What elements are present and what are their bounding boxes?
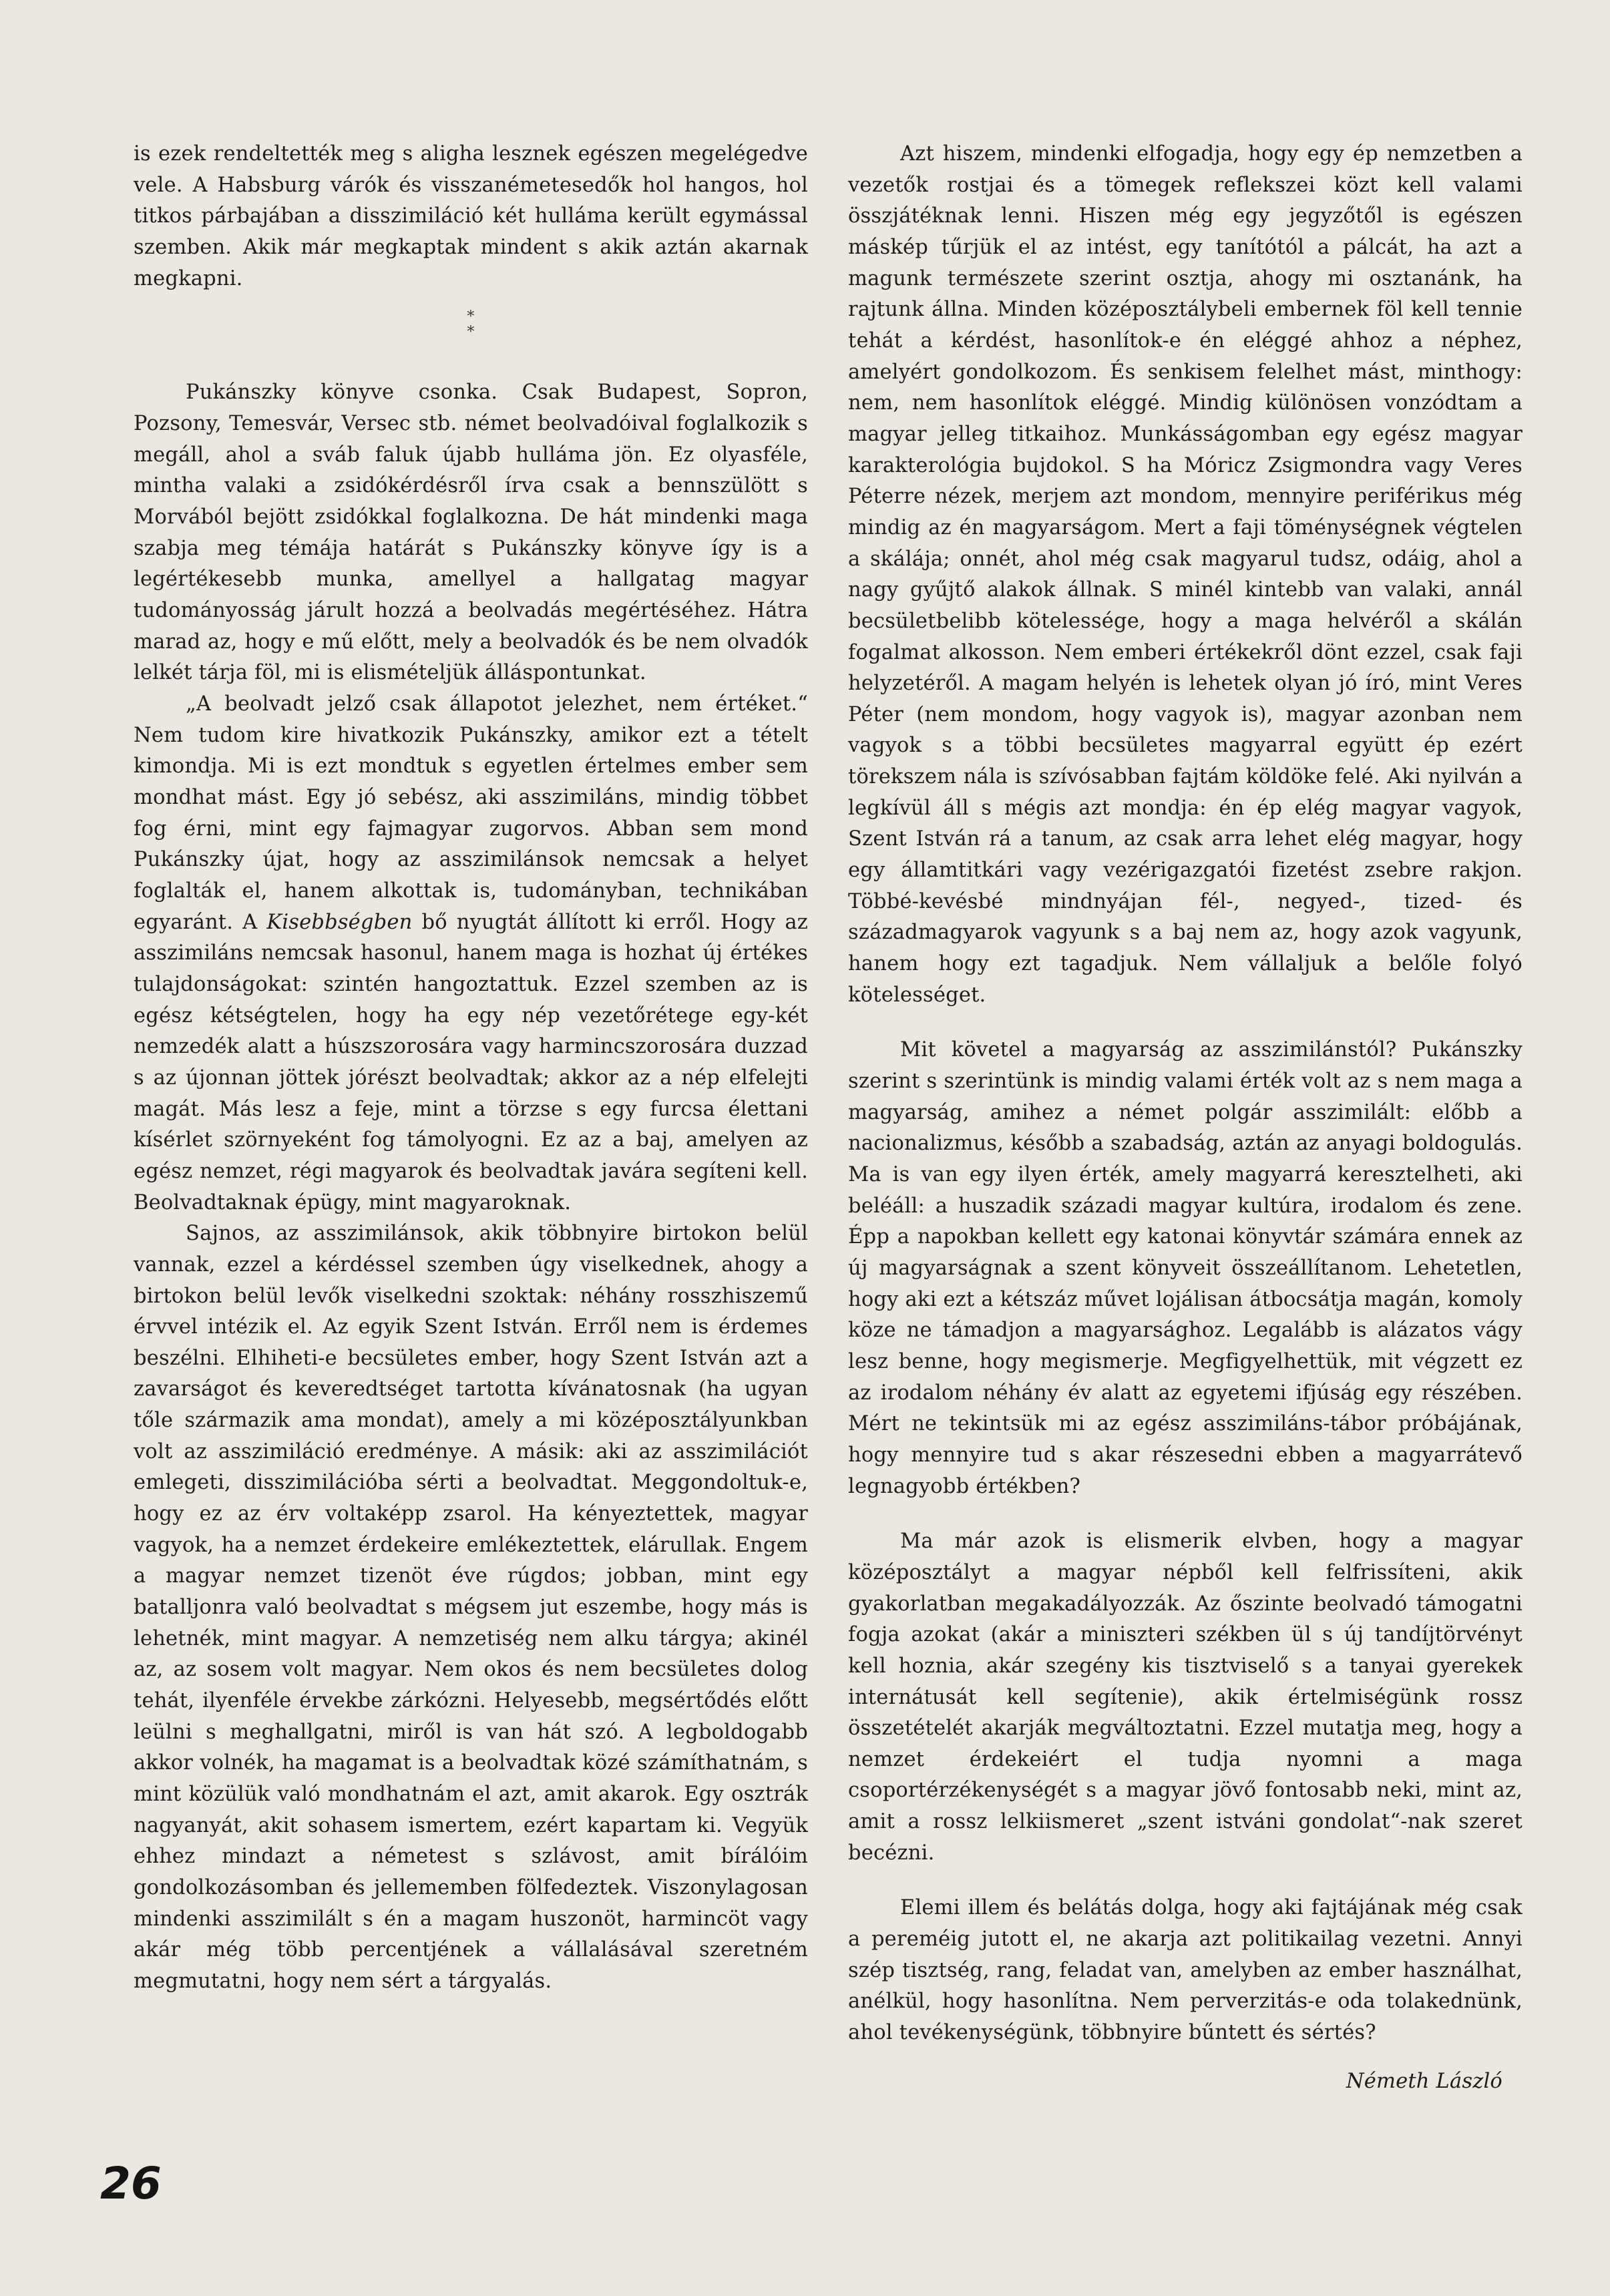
paragraph: Elemi illem és belátás dolga, hogy aki fajtájának még csak a pereméig jutott el, ne akarja azt politikailag vezetni. Annyi szép tisztség, rang, feladat van, amelyben az ember használhat, anélkül, hogy hasonlítna. Nem perverzitás-e oda tolakednünk, ahol tevékenységünk, többnyire bűntett és sértés? [848, 1896, 1523, 2045]
paragraph [134, 689, 808, 1218]
paragraph-text: „A beolvadt jelző csak állapotot jelezhet, nem értéket.“ Nem tudom kire hivatkozik Pukánszky, amikor ezt a tételt kimondja. Mi is ezt mondtuk s egyetlen értelmes ember sem mondhat mást. Egy jó sebész, aki asszimiláns, mindig többet fog érni, mint egy fajmagyar zugorvos. Abban sem mond Pukánszky újat, hogy az asszimilánsok nemcsak a helyet foglalták el, hanem alkottak is, tudományban, technikában egyaránt. A [134, 692, 808, 934]
paragraph: is ezek rendeltették meg s aligha lesznek egészen megelégedve vele. A Habsburg várók és visszanémetesedők hol hangos, hol titkos párbajában a disszimiláció két hulláma került egymással szemben. Akik már megkaptak mindent s akik aztán akarnak megkapni. [134, 142, 808, 290]
page-number: 26 [100, 2158, 162, 2209]
divider-star: * [467, 324, 475, 341]
divider-star: * [467, 308, 475, 326]
paragraph-text: bő nyugtát állított ki erről. Hogy az asszimiláns nemcsak hasonul, hanem maga is hozhat új értékes tulajdonságokat: szintén hangoztattuk. Ezzel szemben az is egész kétségtelen, hogy ha egy nép vezetőrétege egy-két nemzedék alatt a húszszorosára vagy harmincszorosára duzzad s az újonnan jöttek jórészt beolvadtak; akkor az a nép elfelejti magát. Más lesz a feje, mint a törzse s egy furcsa élettani kísérlet szörnyeként fog támolyogni. Ez az a baj, amelyen az egész nemzet, régi magyarok és beolvadtak javára segíteni kell. Beolvadtaknak épügy, mint magyaroknak. [134, 910, 808, 1214]
book-title: Kisebbségben [266, 910, 413, 934]
paragraph: Mit követel a magyarság az asszimilánstól? Pukánszky szerint s szerintünk is mindig valami érték volt az s nem maga a magyarság, amihez a német polgár asszimilált: előbb a nacionalizmus, később a szabadság, aztán az anyagi boldogulás. Ma is van egy ilyen érték, amely magyarrá keresztelheti, aki beléáll: a huszadik századi magyar kultúra, irodalom és zene. Épp a napokban kellett egy katonai könyvtár számára ennek az új magyarságnak a szent könyveit összeállítanom. Lehetetlen, hogy aki ezt a kétszáz művet lojálisan átbocsátja magán, komoly köze ne támadjon a magyarsághoz. Legalább is alázatos vágy lesz benne, hogy megismerje. Megfigyelhettük, mit végzett ez az irodalom néhány év alatt az egyetemi ifjúság egy részében. Mért ne tekintsük mi az egész asszimiláns-tábor próbájának, hogy mennyire tud s akar részesedni ebben a magyarrátevő legnagyobb értékben? [848, 1038, 1523, 1498]
paragraph: Pukánszky könyve csonka. Csak Budapest, Sopron, Pozsony, Temesvár, Versec stb. német beolvadóival foglalkozik s megáll, ahol a sváb faluk újabb hulláma jön. Ez olyasféle, mintha valaki a zsidókérdésről írva csak a bennszülött s Morvából bejött zsidókkal foglalkozna. De hát mindenki maga szabja meg témája határát s Pukánszky könyve így is a legértékesebb munka, amellyel a hallgatag magyar tudományosság járult hozzá a beolvadás megértéséhez. Hátra marad az, hogy e mű előtt, mely a beolvadók és be nem olvadók lelkét tárja föl, mi is elismételjük álláspontunkat. [134, 381, 808, 685]
author-signature: Németh László [1346, 2069, 1502, 2093]
paragraph: Sajnos, az asszimilánsok, akik többnyire birtokon belül vannak, ezzel a kérdéssel szemben úgy viselkednek, ahogy a birtokon belül levők viselkedni szoktak: néhány rosszhiszemű érvvel intézik el. Az egyik Szent István. Erről nem is érdemes beszélni. Elhiheti-e becsületes ember, hogy Szent István azt a zavarságot és keveredtséget tartotta kívánatosnak (ha ugyan tőle származik ama mondat), amely a mi középosztályunkban volt az asszimiláció eredménye. A másik: aki az asszimilációt emlegeti, disszimilációba sérti a beolvadtat. Meggondoltuk-e, hogy ez az érv voltaképp zsarol. Ha kényeztettek, magyar vagyok, ha a nemzet érdekeire emlékeztettek, elárullak. Engem a magyar nemzet tizenöt éve rúgdos; jobban, mint egy batalljonra való beolvadtat s mégsem jut eszembe, hogy más is lehetnék, mint magyar. A nemzetiség nem alku tárgya; akinél az, az sosem volt magyar. Nem okos és nem becsületes dolog tehát, ilyenféle érvekbe zárkózni. Helyesebb, megsértődés előtt leülni s meghallgatni, miről is van hát szó. A legboldogabb akkor volnék, ha magamat is a beolvadtak közé számíthatnám, s mint közülük való mondhatnám el azt, amit akarok. Egy osztrák nagyanyát, akit sohasem ismertem, ezért kapartam ki. Vegyük ehhez mindazt a németest s szlávost, amit bírálóim gondolkozásomban és jellememben fölfedeztek. Viszonylagosan mindenki asszimilált s én a magam huszonöt, harmincöt vagy akár még több percentjének a vállalásával szeretném megmutatni, hogy nem sért a tárgyalás. [134, 1222, 808, 1993]
right-column [848, 139, 1523, 2097]
left-column [134, 139, 808, 1998]
paragraph: Ma már azok is elismerik elvben, hogy a magyar középosztályt a magyar népből kell felfrissíteni, akik gyakorlatban megakadályozzák. Az őszinte beolvadó támogatni fogja azokat (akár a miniszteri székben ül s új tandíjtörvényt kell hoznia, akár szegény kis tisztviselő s a tanyai gyerekek internátusát kell segítenie), akik értelmiségünk rossz összetételét akarják megváltoztatni. Ezzel mutatja meg, hogy a nemzet érdekeiért el tudja nyomni a maga csoportérzékenységét s a magyar jövő fontosabb neki, mint az, amit a rossz lelkiismeret „szent istváni gondolat“-nak szeret becézni. [848, 1530, 1523, 1865]
paragraph: Azt hiszem, mindenki elfogadja, hogy egy ép nemzetben a vezetők rostjai és a tömegek reflekszei közt kell valami összjátéknak lenni. Hiszen még egy jegyzőtől is egészen máskép tűrjük el az intést, egy tanítótól a pálcát, ha azt a magunk természete szerint osztja, ahogy mi osztanánk, ha rajtunk állna. Minden középosztálybeli embernek föl kell tennie tehát a kérdést, hasonlítok-e én eléggé ahhoz a néphez, amelyért gondolkozom. És senkisem felelhet mást, minthogy: nem, nem hasonlítok eléggé. Mindig különösen vonzódtam a magyar jelleg titkaihoz. Munkásságomban egy egész magyar karakterológia bujdokol. S ha Móricz Zsigmondra vagy Veres Péterre nézek, merjem azt mondom, mennyire periférikus még mindig az én magyarságom. Mert a faji töménységnek végtelen a skálája; onnét, ahol még csak magyarul tudsz, odáig, ahol a nagy gyűjtő alakok állnak. S minél kintebb van valaki, annál becsületbelibb kötelessége, hogy a maga helvéről a skálán fogalmat alkosson. Nem emberi értékekről dönt ezzel, csak faji helyzetéről. A magam helyén is lehetek olyan jó író, mint Veres Péter (nem mondom, hogy vagyok is), magyar azonban nem vagyok s a többi becsületes magyarral együtt ép ezért törekszem nála is szívósabban fajtám köldöke felé. Aki nyilván a legkívül áll s mégis azt mondja: én ép elég magyar vagyok, Szent István rá a tanum, az csak arra lehet elég magyar, hogy egy államtitkári vagy vezérigazgatói fizetést zsebre rakjon. Többé-kevésbé mindnyájan fél-, negyed-, tized- és századmagyarok vagyunk s a baj nem az, hogy azok vagyunk, hanem hogy ezt tagadjuk. Nem vállaljuk a belőle folyó kötelességet. [848, 142, 1523, 1007]
section-divider [134, 309, 808, 340]
